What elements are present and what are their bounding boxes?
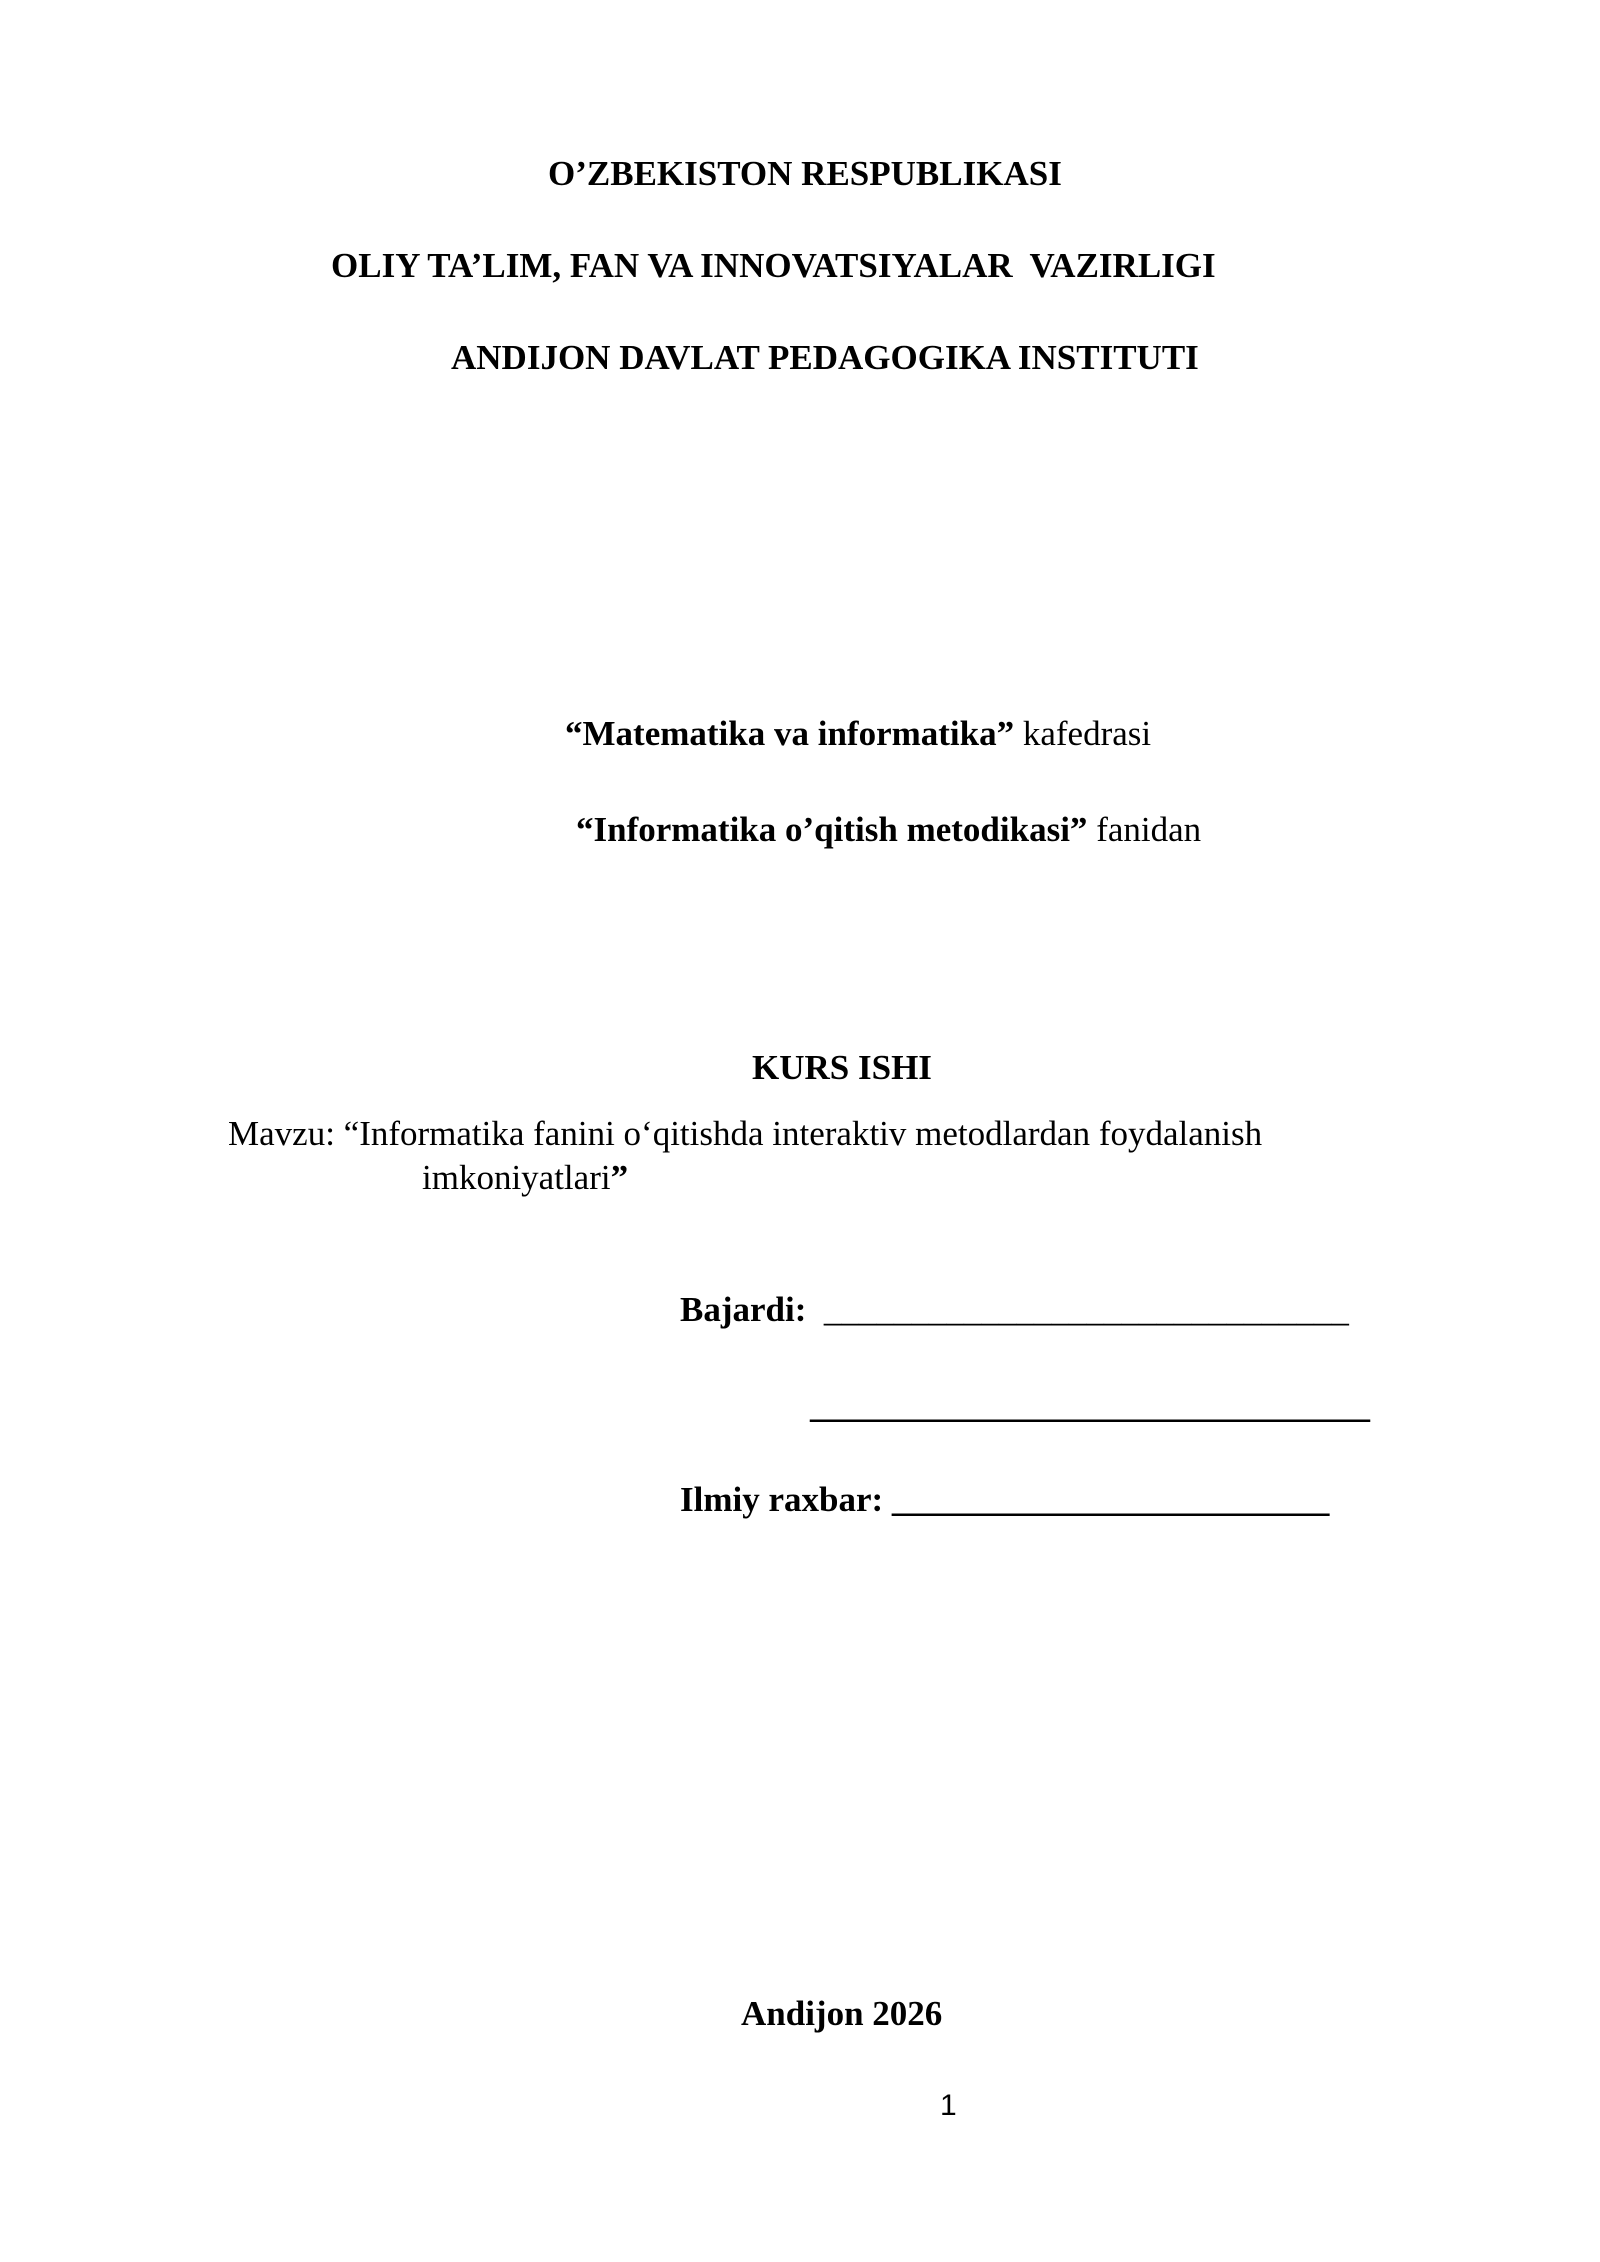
performer-label: Bajardi: xyxy=(680,1290,807,1329)
page-number: 1 xyxy=(940,2089,957,2122)
performer-row xyxy=(680,1288,1349,1332)
topic-closing-quote: ” xyxy=(610,1158,629,1197)
subject-suffix: fanidan xyxy=(1087,810,1202,849)
subject-line xyxy=(576,808,1201,852)
department-suffix: kafedrasi xyxy=(1014,714,1152,753)
supervisor-blank: _________________________ xyxy=(891,1480,1330,1519)
topic-line-2 xyxy=(422,1156,628,1200)
supervisor-row xyxy=(680,1478,1329,1522)
performer-blank-2: ________________________________ xyxy=(810,1386,1370,1425)
subject-name: “Informatika o’qitish metodikasi” xyxy=(576,810,1088,849)
institute-heading: ANDIJON DAVLAT PEDAGOGIKA INSTITUTI xyxy=(451,338,1199,377)
supervisor-label: Ilmiy raxbar: xyxy=(680,1480,884,1519)
topic-line-1: Mavzu: “Informatika fanini o‘qitishda interaktiv metodlardan foydalanish xyxy=(228,1114,1263,1153)
topic-text-end: imkoniyatlari xyxy=(422,1158,611,1197)
department-name: “Matematika va informatika” xyxy=(565,714,1015,753)
place-year: Andijon 2026 xyxy=(741,1994,943,2033)
department-line xyxy=(565,712,1151,756)
ministry-heading: OLIY TA’LIM, FAN VA INNOVATSIYALAR VAZIRLIGI xyxy=(331,246,1216,285)
work-type-title: KURS ISHI xyxy=(752,1048,932,1087)
performer-blank: ______________________________ xyxy=(823,1290,1349,1329)
republic-heading: O’ZBEKISTON RESPUBLIKASI xyxy=(548,154,1062,193)
